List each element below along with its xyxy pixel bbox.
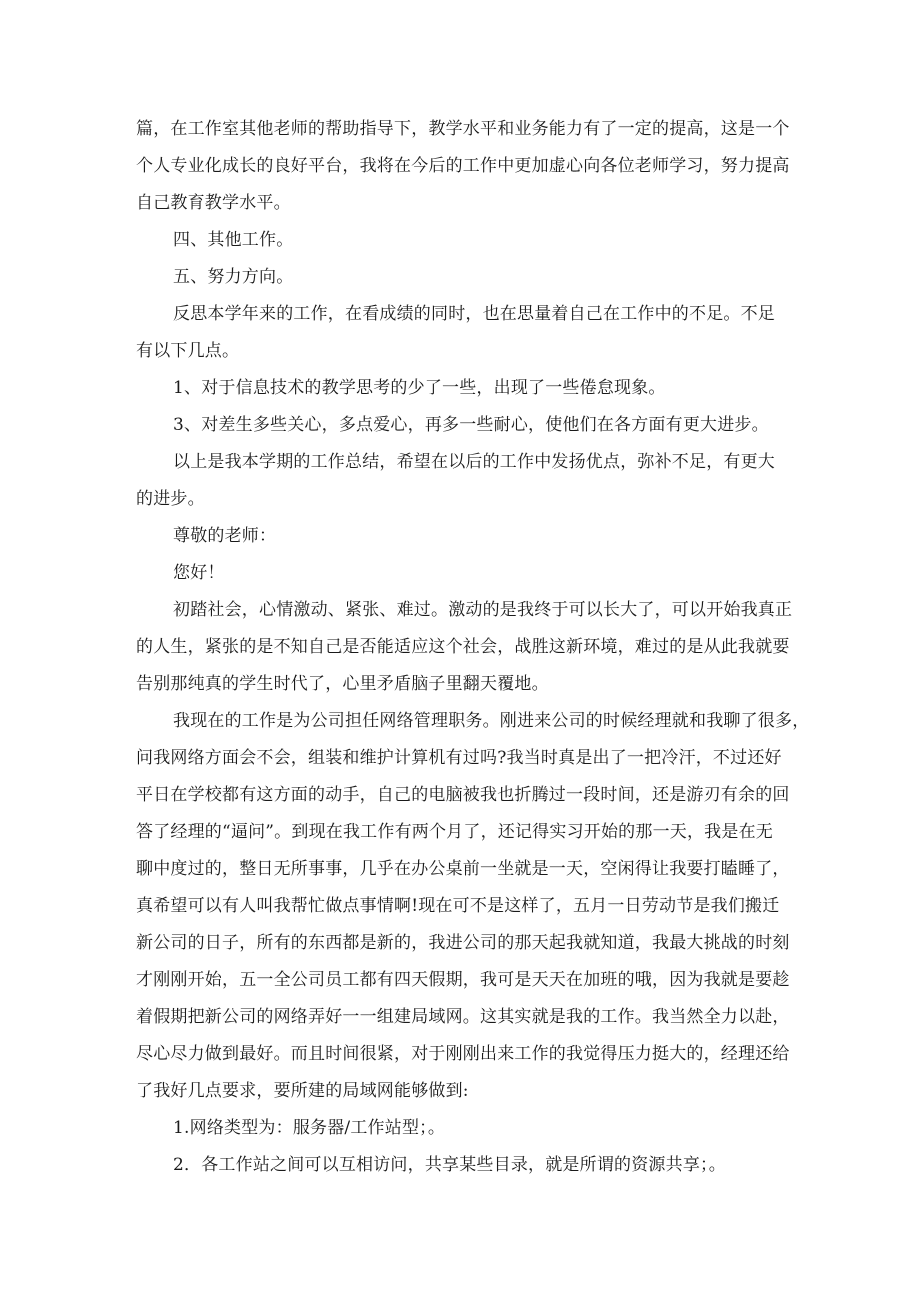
list-item: 1、对于信息技术的教学思考的少了一些，出现了一些倦怠现象。	[173, 378, 666, 398]
text-line: 自己教育教学水平。	[136, 193, 291, 213]
text-line: 新公司的日子，所有的东西都是新的，我进公司的那天起我就知道，我最大挑战的时刻	[136, 933, 790, 953]
text-line: 才刚刚开始，五一全公司员工都有四天假期，我可是天天在加班的哦，因为我就是要趁	[136, 970, 790, 990]
greeting: 您好！	[173, 563, 225, 583]
text-line: 反思本学年来的工作，在看成绩的同时，也在思量着自己在工作中的不足。不足	[173, 304, 775, 324]
text-line: 着假期把新公司的网络弄好一一组建局域网。这其实就是我的工作。我当然全力以赴，	[136, 1007, 790, 1027]
text-line: 初踏社会，心情激动、紧张、难过。激动的是我终于可以长大了，可以开始我真正	[173, 600, 793, 620]
text-line: 的人生，紧张的是不知自己是否能适应这个社会，战胜这新环境，难过的是从此我就要	[136, 637, 790, 657]
text-line: 告别那纯真的学生时代了，心里矛盾脑子里翻天覆地。	[136, 674, 549, 694]
text-line: 真希望可以有人叫我帮忙做点事情啊!现在可不是这样了，五月一日劳动节是我们搬迁	[136, 896, 780, 916]
text-line: 我现在的工作是为公司担任网络管理职务。刚进来公司的时候经理就和我聊了很多，	[173, 711, 810, 731]
text-line: 问我网络方面会不会，组装和维护计算机有过吗?我当时真是出了一把冷汗，不过还好	[136, 748, 782, 768]
text-line: 了我好几点要求，要所建的局域网能够做到:	[136, 1081, 469, 1101]
text-line: 个人专业化成长的良好平台，我将在今后的工作中更加虚心向各位老师学习，努力提高	[136, 156, 790, 176]
text-line: 的进步。	[136, 489, 205, 509]
list-item: 1.网络类型为：服务器/工作站型；。	[173, 1118, 446, 1138]
section-heading: 五、努力方向。	[173, 267, 294, 287]
salutation: 尊敬的老师：	[173, 526, 277, 546]
text-line: 答了经理的“逼问”。到现在我工作有两个月了，还记得实习开始的那一天，我是在无	[136, 822, 773, 842]
text-line: 聊中度过的，整日无所事事，几乎在办公桌前一坐就是一天，空闲得让我要打瞌睡了，	[136, 859, 790, 879]
text-line: 尽心尽力做到最好。而且时间很紧，对于刚刚出来工作的我觉得压力挺大的，经理还给	[136, 1044, 790, 1064]
text-line: 有以下几点。	[136, 341, 240, 361]
section-heading: 四、其他工作。	[173, 230, 294, 250]
list-item: 3、对差生多些关心，多点爱心，再多一些耐心，使他们在各方面有更大进步。	[173, 415, 769, 435]
text-line: 平日在学校都有这方面的动手，自己的电脑被我也折腾过一段时间，还是游刃有余的回	[136, 785, 790, 805]
list-item: 2．各工作站之间可以互相访问，共享某些目录，就是所谓的资源共享；。	[173, 1155, 726, 1175]
text-line: 以上是我本学期的工作总结，希望在以后的工作中发扬优点，弥补不足，有更大	[173, 452, 775, 472]
text-line: 篇，在工作室其他老师的帮助指导下，教学水平和业务能力有了一定的提高，这是一个	[136, 119, 790, 139]
